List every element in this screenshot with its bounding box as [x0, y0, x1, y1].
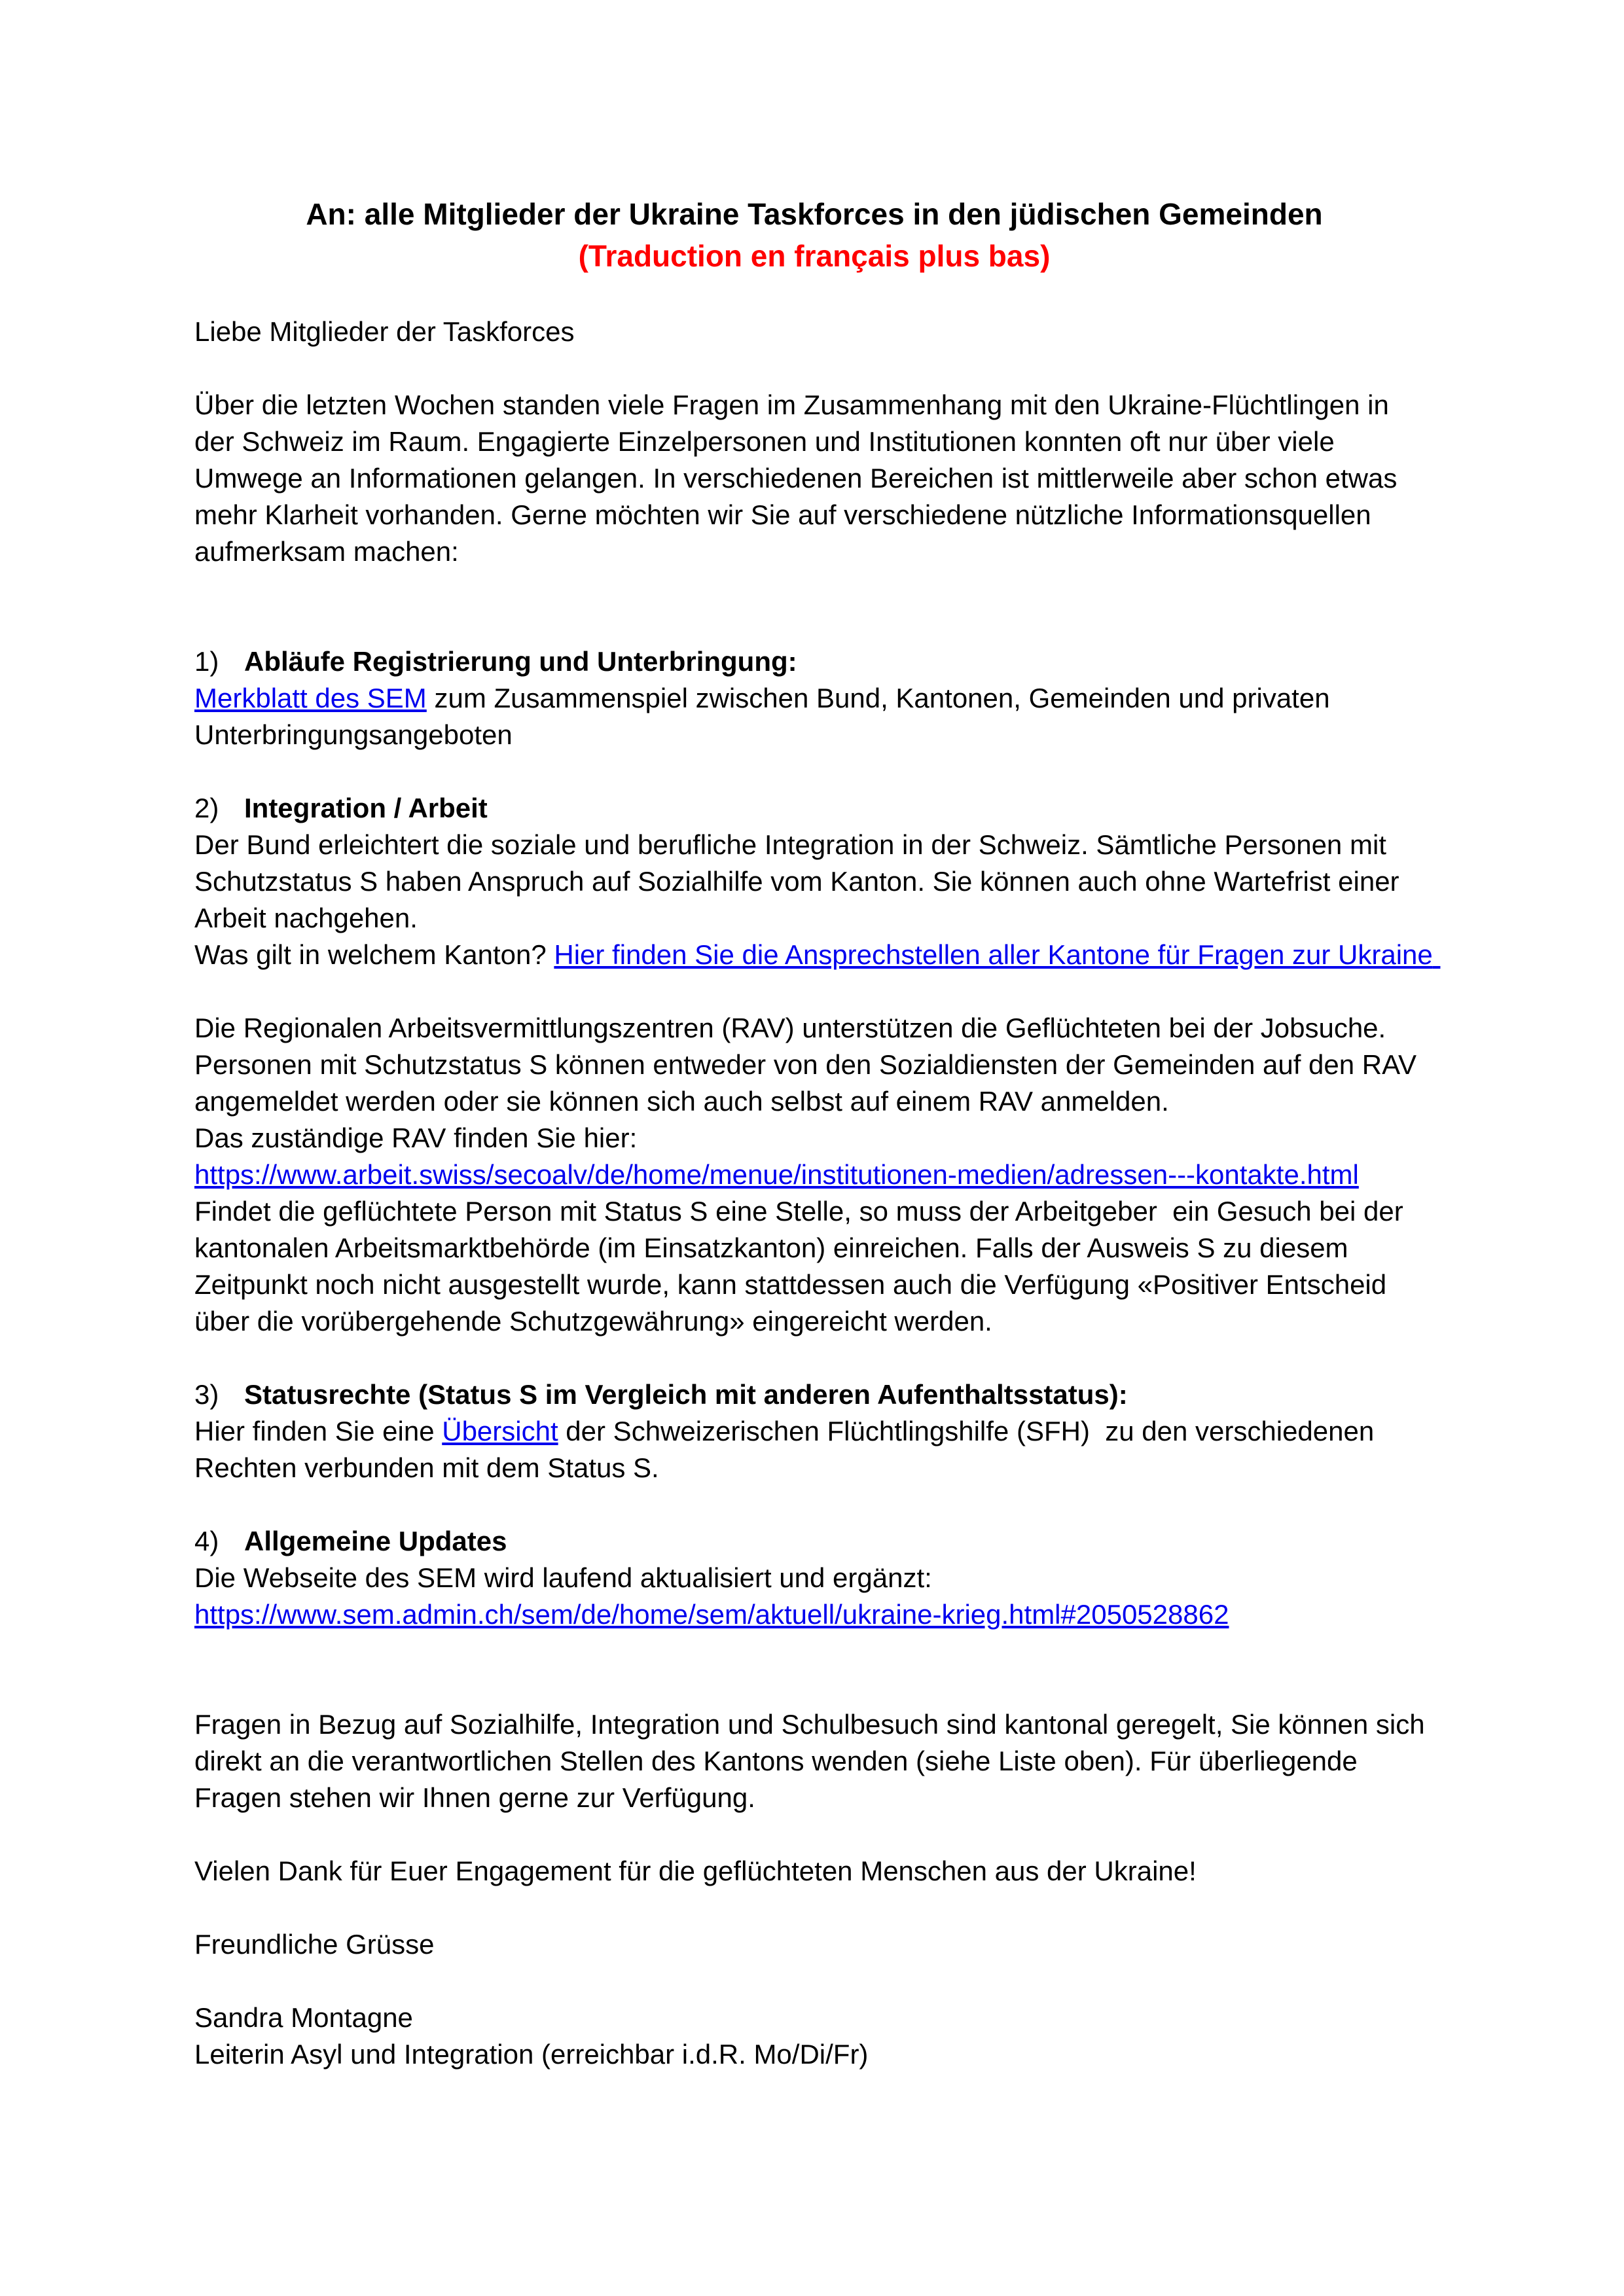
text-run: Fragen in Bezug auf Sozialhilfe, Integration und Schulbesuch sind kantonal geregelt, Sie können sich direkt an die verantwortlichen Stellen des Kantons wenden (siehe Liste oben). Für überliegende Fragen stehen wir Ihnen gerne zur Verfügung.	[194, 1709, 1433, 1813]
uebersicht-sfh-link[interactable]: Übersicht	[442, 1416, 558, 1446]
gesuch-paragraph	[194, 1193, 1434, 1340]
document-subtitle-french-note: (Traduction en français plus bas)	[578, 239, 1051, 273]
bold-text-run: Allgemeine Updates	[244, 1526, 507, 1556]
text-run: Findet die geflüchtete Person mit Status S eine Stelle, so muss der Arbeitgeber ein Gesuch bei der kantonalen Arbeitsmarktbehörde (im Einsatzkanton) einreichen. Falls der Ausweis S zu diesem Zeitpunkt noch nicht ausgestellt wurde, kann stattdessen auch die Verfügung «Positiver Entscheid über die vorübergehende Schutzgewährung» eingereicht werden.	[194, 1196, 1411, 1336]
sem-admin-link[interactable]: https://www.sem.admin.ch/sem/de/home/sem/aktuell/ukraine-krieg.html#2050528862	[194, 1599, 1229, 1630]
spacer	[194, 350, 1434, 387]
arbeit-swiss-link[interactable]: https://www.arbeit.swiss/secoalv/de/home/menue/institutionen-medien/adressen---kontakte.html	[194, 1159, 1359, 1190]
sem-update-line	[194, 1560, 1434, 1596]
text-run: Sandra Montagne	[194, 2002, 413, 2033]
bold-text-run: Statusrechte (Status S im Vergleich mit anderen Aufenthaltsstatus):	[244, 1379, 1128, 1410]
spacer	[194, 753, 1434, 790]
rav-link-intro-line	[194, 1120, 1434, 1157]
signature-role	[194, 2036, 1434, 2073]
closing-line	[194, 1926, 1434, 1963]
text-run: Vielen Dank für Euer Engagement für die geflüchteten Menschen aus der Ukraine!	[194, 1856, 1197, 1886]
document-title: An: alle Mitglieder der Ukraine Taskforces in den jüdischen Gemeinden	[306, 197, 1323, 231]
text-run: der Schweizerischen Flüchtlingshilfe (SFH) zu den verschiedenen Rechten verbunden mit dem Status S.	[194, 1416, 1382, 1483]
spacer	[194, 1816, 1434, 1853]
text-run: zum Zusammenspiel zwischen Bund, Kantonen, Gemeinden und privaten Unterbringungsangeboten	[194, 683, 1338, 750]
section-2-body	[194, 827, 1434, 937]
section-4-heading	[194, 1523, 1434, 1560]
salutation	[194, 314, 1434, 350]
text-run: Das zuständige RAV finden Sie hier:	[194, 1122, 638, 1153]
bold-text-run: Integration / Arbeit	[244, 793, 488, 823]
section-3-body	[194, 1413, 1434, 1486]
section-3-heading	[194, 1376, 1434, 1413]
text-run: Der Bund erleichtert die soziale und berufliche Integration in der Schweiz. Sämtliche Personen mit Schutzstatus S haben Anspruch auf Sozialhilfe vom Kanton. Sie können auch ohne Wartefrist einer Arbeit nachgehen.	[194, 829, 1405, 933]
spacer	[194, 1890, 1434, 1926]
signature-name	[194, 2000, 1434, 2036]
thanks-line	[194, 1853, 1434, 1890]
text-run: Was gilt in welchem Kanton?	[194, 939, 554, 970]
kantone-ansprechstellen-link[interactable]: Hier finden Sie die Ansprechstellen aller Kantone für Fragen zur Ukraine	[554, 939, 1441, 970]
spacer	[194, 1486, 1434, 1523]
document-body	[194, 314, 1441, 2073]
spacer	[194, 1340, 1434, 1376]
spacer	[194, 973, 1434, 1010]
text-run: Über die letzten Wochen standen viele Fragen im Zusammenhang mit den Ukraine-Flüchtlingen in der Schweiz im Raum. Engagierte Einzelpersonen und Institutionen konnten oft nur über viele Umwege an Informationen gelangen. In verschiedenen Bereichen ist mittlerweile aber schon etwas mehr Klarheit vorhanden. Gerne möchten wir Sie auf verschiedene nützliche Informationsquellen aufmerksam machen:	[194, 389, 1405, 567]
kantonal-paragraph	[194, 1706, 1434, 1816]
text-run: Liebe Mitglieder der Taskforces	[194, 316, 575, 347]
text-run: Freundliche Grüsse	[194, 1929, 435, 1960]
kanton-question-line	[194, 937, 1441, 973]
document-header	[194, 193, 1434, 277]
merkblatt-sem-link[interactable]: Merkblatt des SEM	[194, 683, 427, 713]
bold-text-run: Abläufe Registrierung und Unterbringung:	[244, 646, 797, 677]
intro-paragraph	[194, 387, 1434, 570]
text-run: Die Webseite des SEM wird laufend aktualisiert und ergänzt:	[194, 1562, 932, 1593]
spacer	[194, 1633, 1434, 1706]
text-run: Leiterin Asyl und Integration (erreichbar i.d.R. Mo/Di/Fr)	[194, 2039, 869, 2070]
section-3-heading-number: 3)	[194, 1379, 219, 1410]
section-1-heading-number: 1)	[194, 646, 219, 677]
spacer	[194, 1963, 1434, 2000]
section-1-body	[194, 680, 1434, 753]
spacer	[194, 570, 1434, 643]
rav-paragraph	[194, 1010, 1434, 1120]
sem-link-line	[194, 1596, 1434, 1633]
rav-link-line	[194, 1157, 1434, 1193]
text-run: Die Regionalen Arbeitsvermittlungszentren (RAV) unterstützen die Geflüchteten bei der Jobsuche. Personen mit Schutzstatus S können entweder von den Sozialdiensten der Gemeinden auf den RAV angemeldet werden oder sie können sich auch selbst auf einem RAV anmelden.	[194, 1013, 1424, 1117]
section-1-heading	[194, 643, 1434, 680]
text-run: Hier finden Sie eine	[194, 1416, 442, 1446]
section-2-heading	[194, 790, 1434, 827]
section-4-heading-number: 4)	[194, 1526, 219, 1556]
section-2-heading-number: 2)	[194, 793, 219, 823]
